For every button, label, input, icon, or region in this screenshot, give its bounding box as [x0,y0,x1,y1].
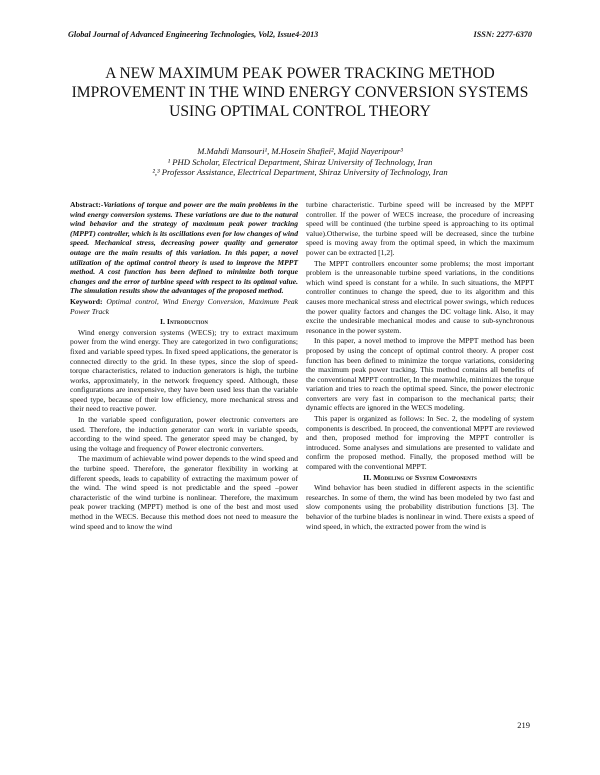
paragraph: In the variable speed configuration, power electronic converters are used. Therefore, the induction generator can work in variable speeds, according to the wind speed. The generator speed may be changed, by using the voltage and frequency of Power electronic converters. [70,415,298,453]
journal-name: Global Journal of Advanced Engineering Technologies, Vol2, Issue4-2013 [68,30,319,39]
keywords-label: Keyword: [70,296,103,306]
abstract [70,200,298,296]
page-number: 219 [517,720,530,730]
affiliation-2: ²,³ Professor Assistance, Electrical Department, Shiraz University of Technology, Iran [152,167,448,177]
affiliation-1: ¹ PHD Scholar, Electrical Department, Shiraz University of Technology, Iran [167,156,433,167]
abstract-label: Abstract:- [70,200,104,209]
running-header [68,30,532,39]
author-names: M.Mahdi Mansouri¹, M.Hosein Shafiei², Majid Nayeripour³ [197,146,403,156]
paper-title: A NEW MAXIMUM PEAK POWER TRACKING METHOD IMPROVEMENT IN THE WIND ENERGY CONVERSION SYSTEMS USING OPTIMAL CONTROL THEORY [71,65,529,120]
left-column [70,200,298,532]
paragraph: In this paper, a novel method to improve the MPPT method has been proposed by using the concept of optimal control theory. A proper cost function has been defined to minimize the torque variations, considering the maximum peak power tracking. This method contains all benefits of the conventional MPPT controller, In the meanwhile, minimizes the torque variation and tries to reach the optimal speed. Since, the power electronic converters are very fast in comparison to the mechanical parts; their dynamic effects are ignored in the WECS modeling. [306,336,534,413]
abstract-text: Variations of torque and power are the main problems in the wind energy conversion systems. These variations are due to the natural wind behavior and the strategy of maximum peak power tracking (MPPT) controller, which is its oscillations even for low changes of wind speed. Mechanical stress, decreasing power quality and generator outage are the main results of this variation. In this paper, a novel utilization of the optimal control theory is used to improve the MPPT method. A cost function has been defined to minimize both torque changes and the error of turbine speed with respect to its optimal value. The simulation results show the advantages of the proposed method. [70,200,298,296]
section-heading-introduction: I. Introduction [159,317,209,327]
issn: ISSN: 2277-6370 [473,30,532,39]
paragraph: This paper is organized as follows: In Sec. 2, the modeling of system components is described. In proceed, the conventional MPPT are reviewed and then, proposed method for improving the MPPT controller is introduced. Some analyses and simulations are presented to validate and confirm the proposed method. Finally, the proposed method will be compared with the conventional MPPT. [306,414,534,472]
paragraph: The MPPT controllers encounter some problems; the most important problem is the unreasonable turbine speed variations, in the conditions which wind speed is constant for a while. In such situations, the MPPT controller continues to change the speed, due to its algorithm and this causes more mechanical stress and electrical power swings, which reduces the power quality factors and changes the DC voltage link. Also, it may excite the undesirable mechanical modes and cause to sub-synchronous resonance in the power system. [306,258,534,335]
paragraph: Wind behavior has been studied in different aspects in the scientific researches. In some of them, the wind has been modeled by two fast and slow components using the probability distribution functions [3]. The behavior of the turbine blades is nonlinear in wind. There exists a speed of wind speed, in which, the extracted power from the wind is [306,483,534,531]
author-block [60,146,540,178]
section-heading-modeling: II. Modeling of System Components [363,472,477,482]
keywords [70,297,298,316]
right-column [306,200,534,532]
keywords-text: Optimal control, Wind Energy Conversion, Maximum Peak Power Track [70,296,298,316]
paragraph: The maximum of achievable wind power depends to the wind speed and the turbine speed. Therefore, the generator flexibility in working at different speeds, leads to capability of extracting the maximum power of the wind. The wind speed is not predictable and the speed –power characteristic of the wind turbine is nonlinear. Therefore, the maximum peak power tracking (MPPT) method is one of the best and most used method in the WECS. Because this method does not need to measure the wind speed and to know the wind [70,454,298,531]
paragraph: turbine characteristic. Turbine speed will be increased by the MPPT controller. If the power of WECS increase, the procedure of increasing speed will be continued (the turbine speed is approaching to its optimal value).Otherwise, the turbine speed will be decreased, since the turbine speed is moving away from the optimal speed, in which the maximum power can be extracted [1,2]. [306,200,534,257]
paragraph: Wind energy conversion systems (WECS); try to extract maximum power from the wind energy. They are categorized in two configurations; fixed and variable speed types. In fixed speed applications, the generator is connected directly to the grid. In these types, since the slop of speed-torque characteristics, related to induction generators is high, the turbine works, approximately, in the network frequency speed. Although, these configurations are inexpensive, they have been used less than the variable speed type, because of their low efficiency, more mechanical stress and their need to reactive power. [70,327,298,414]
